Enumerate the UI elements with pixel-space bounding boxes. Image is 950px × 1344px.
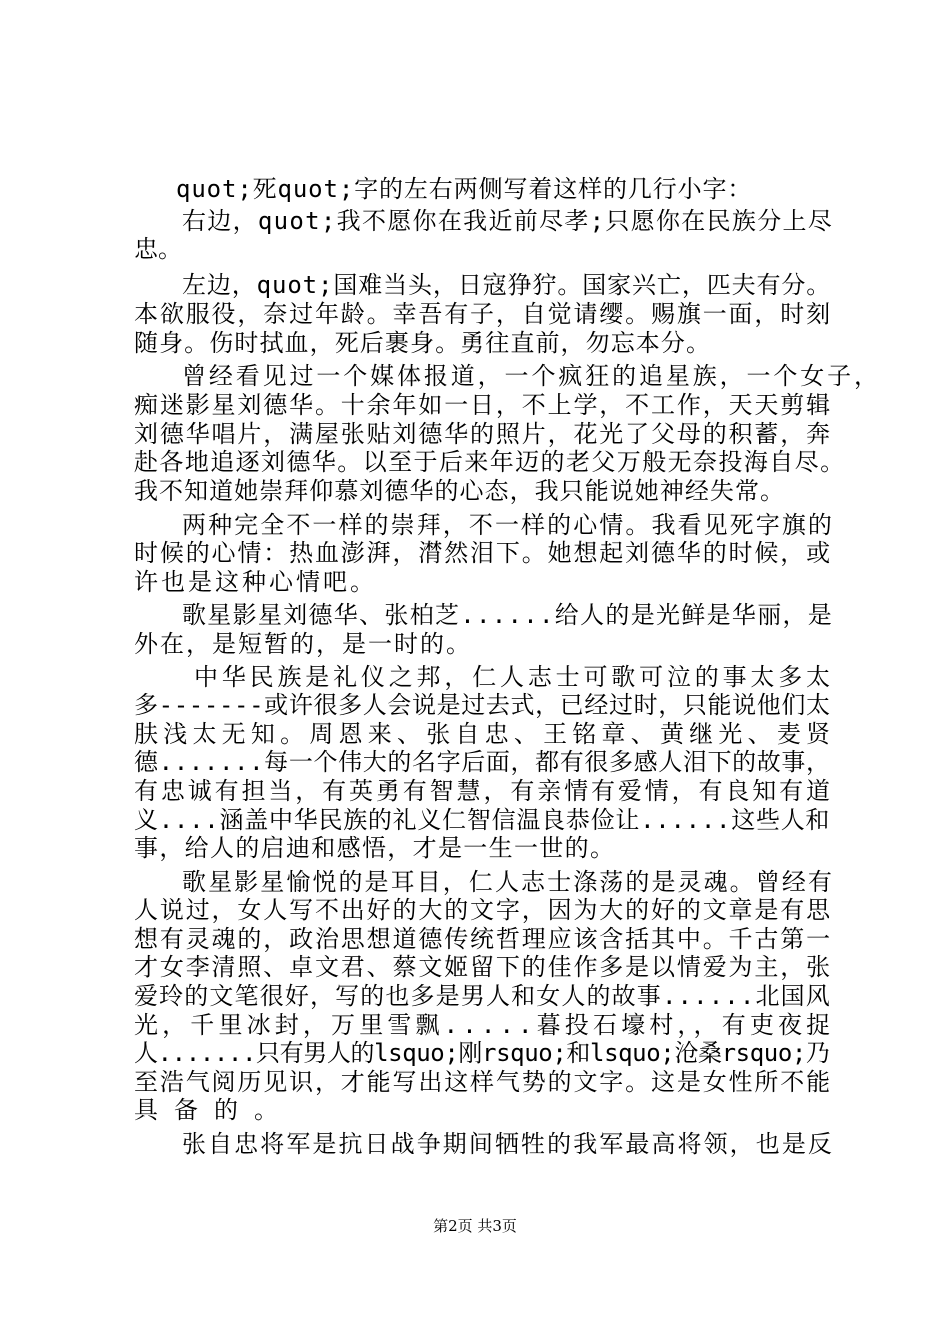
text-line: 具备的。 xyxy=(134,1096,294,1124)
text-line: 才女李清照、卓文君、蔡文姬留下的佳作多是以情爱为主，张 xyxy=(134,953,832,981)
text-line: 痴迷影星刘德华。十余年如一日，不上学，不工作，天天剪辑 xyxy=(134,391,832,419)
text-line: 义....涵盖中华民族的礼义仁智信温良恭俭让......这些人和 xyxy=(134,806,831,834)
text-line: 刘德华唱片，满屋张贴刘德华的照片，花光了父母的积蓄，奔 xyxy=(134,420,832,448)
text-line: 德.......每一个伟大的名字后面，都有很多感人泪下的故事， xyxy=(134,748,831,776)
text-line: 有忠诚有担当，有英勇有智慧，有亲情有爱情，有良知有道 xyxy=(134,777,833,805)
text-line: 两种完全不一样的崇拜，不一样的心情。我看见死字旗的 xyxy=(182,511,834,539)
text-line: 右边，quot;我不愿你在我近前尽孝;只愿你在民族分上尽 xyxy=(182,207,834,235)
text-line: 随身。伤时拭血，死后裹身。勇往直前，勿忘本分。 xyxy=(134,329,712,357)
text-line: 张自忠将军是抗日战争期间牺牲的我军最高将领，也是反 xyxy=(182,1130,834,1158)
text-line: 至浩气阅历见识，才能写出这样气势的文字。这是女性所不能 xyxy=(134,1068,832,1096)
text-line: 人说过，女人写不出好的大的文字，因为大的好的文章是有思 xyxy=(134,896,832,924)
page-footer: 第2页 共3页 xyxy=(433,1217,517,1235)
text-line: 歌星影星愉悦的是耳目，仁人志士涤荡的是灵魂。曾经有 xyxy=(182,868,834,896)
text-line: 爱玲的文笔很好，写的也多是男人和女人的故事......北国风 xyxy=(134,982,831,1010)
text-line: 多-------或许很多人会说是过去式，已经过时，只能说他们太 xyxy=(134,691,831,719)
text-line: 外在，是短暂的，是一时的。 xyxy=(134,630,472,658)
text-line: 曾经看见过一个媒体报道，一个疯狂的追星族，一个女子， xyxy=(182,362,881,390)
text-line: 左边，quot;国难当头，日寇狰狞。国家兴亡，匹夫有分。 xyxy=(182,271,832,299)
text-line: 人.......只有男人的lsquo;刚rsquo;和lsquo;沧桑rsquo;乃 xyxy=(134,1039,830,1067)
text-line: 中华民族是礼仪之邦，仁人志士可歌可泣的事太多太 xyxy=(194,663,834,691)
text-line: quot;死quot;字的左右两侧写着这样的几行小字： xyxy=(176,175,753,203)
text-line: 许也是这种心情吧。 xyxy=(134,568,377,596)
text-line: 光，千里冰封，万里雪飘.....暮投石壕村，，有吏夜捉 xyxy=(134,1011,835,1039)
text-line: 歌星影星刘德华、张柏芝......给人的是光鲜是华丽，是 xyxy=(182,601,834,629)
text-line: 事，给人的启迪和感悟，才是一生一世的。 xyxy=(134,834,616,862)
text-line: 本欲服役，奈过年龄。幸吾有子，自觉请缨。赐旗一面，时刻 xyxy=(134,300,832,328)
text-line: 忠。 xyxy=(134,235,182,263)
text-line: 想有灵魂的，政治思想道德传统哲理应该含括其中。千古第一 xyxy=(134,925,832,953)
text-line: 肤浅太无知。周恩来、张自忠、王铭章、黄继光、麦贤 xyxy=(134,720,836,748)
text-line: 赴各地追逐刘德华。以至于后来年迈的老父万般无奈投海自尽。 xyxy=(134,448,846,476)
text-line: 我不知道她崇拜仰慕刘德华的心态，我只能说她神经失常。 xyxy=(134,477,786,505)
text-line: 时候的心情：热血澎湃，潸然泪下。她想起刘德华的时候，或 xyxy=(134,539,832,567)
